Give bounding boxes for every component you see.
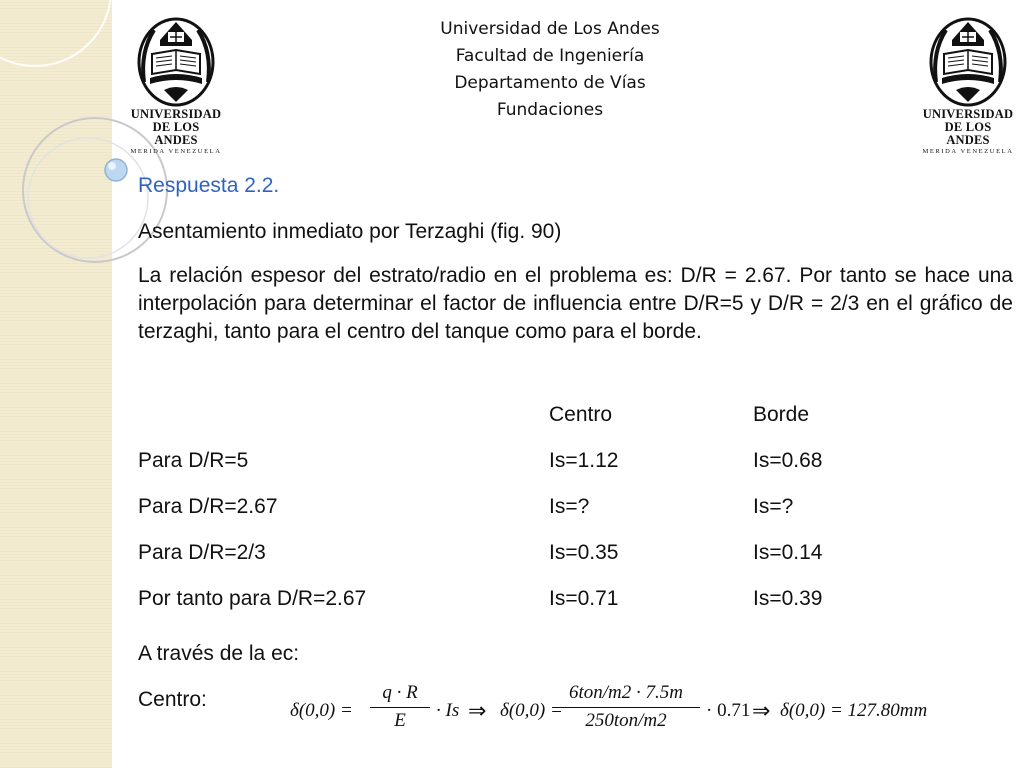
table-cell-centro: Is=0.35 [549,541,619,564]
university-logo-right [922,12,1014,155]
table-cell-borde: Is=0.39 [753,587,823,610]
explanation-paragraph: La relación espesor del estrato/radio en el problema es: D/R = 2.67. Por tanto se hace una interpolación para determinar el factor de influencia entre D/R=5 y D/R = 2/3 en el gráfico de terzaghi, tanto para el centro del tanque como para el borde. [138,264,1013,343]
university-seal-icon [134,12,218,108]
table-cell-borde: Is=0.68 [753,449,823,472]
table-row-label: Para D/R=2/3 [138,541,266,564]
fraction-bar [370,707,430,708]
header-department: Departamento de Vías [454,73,646,93]
equation-label: Centro: [138,688,207,711]
section-heading: Asentamiento inmediato por Terzaghi (fig. 90) [138,220,562,243]
table-row-label: Por tanto para D/R=2.67 [138,587,367,610]
fraction-bar [552,707,700,708]
table-cell-centro: Is=? [549,495,590,518]
formula-fraction-values [552,682,700,732]
formula-fraction-qr-e [370,682,430,732]
table-row-label: Para D/R=2.67 [138,495,278,518]
page-header [330,16,770,124]
header-university: Universidad de Los Andes [440,19,660,39]
logo-city-line: MERIDA VENEZUELA [130,148,222,155]
formula-delta-term-2: δ(0,0) = [500,700,563,721]
logo-name-line2: DE LOS ANDES [152,120,200,147]
formula-frac1-denominator: E [394,710,406,731]
equation-intro: A través de la ec: [138,642,300,665]
column-header-centro: Centro [549,403,613,426]
slide-body [138,172,1013,346]
header-faculty: Facultad de Ingeniería [455,46,645,66]
logo-city-line: MERIDA VENEZUELA [922,148,1014,155]
decorative-sidebar [0,0,112,768]
table-row-label: Para D/R=5 [138,449,249,472]
university-seal-icon [926,12,1010,108]
answer-subtitle: Respuesta 2.2. [138,174,280,197]
university-logo-left [130,12,222,155]
logo-name-line1: UNIVERSIDAD [922,107,1014,121]
table-cell-centro: Is=1.12 [549,449,619,472]
table-cell-borde: Is=0.14 [753,541,823,564]
formula-result: δ(0,0) = 127.80mm [780,700,928,721]
logo-name-line2: DE LOS ANDES [944,120,992,147]
implies-arrow-icon: ⇒ [468,698,487,723]
column-header-borde: Borde [753,403,810,426]
formula-delta-term: δ(0,0) = [290,700,353,721]
table-cell-centro: Is=0.71 [549,587,619,610]
formula-times-value: · 0.71 [706,700,751,721]
formula-times-is: · Is [436,700,460,721]
formula-frac2-denominator: 250ton/m2 [585,710,667,731]
implies-arrow-icon-2: ⇒ [752,698,771,723]
logo-name-line1: UNIVERSIDAD [130,107,222,121]
formula-frac1-numerator: q · R [382,682,418,703]
table-cell-borde: Is=? [753,495,794,518]
header-course: Fundaciones [496,100,604,120]
formula-frac2-numerator: 6ton/m2 · 7.5m [569,682,683,703]
